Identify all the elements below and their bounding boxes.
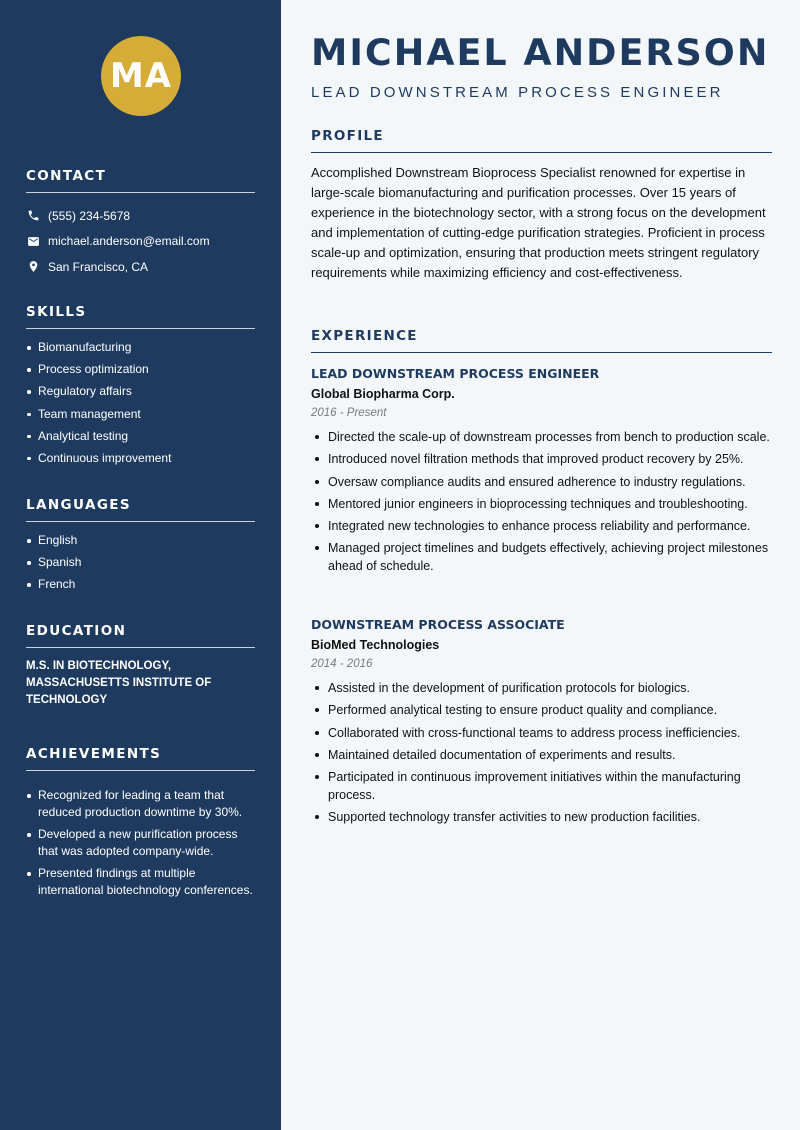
job-bullet: Introduced novel filtration methods that improved product recovery by 25%.	[311, 450, 772, 468]
main-content	[281, 0, 800, 1130]
achievement-item: Developed a new purification process that was adopted company-wide.	[26, 826, 255, 860]
achievements-heading: ACHIEVEMENTS	[26, 746, 255, 771]
achievements-section	[26, 746, 255, 905]
language-item: Spanish	[26, 554, 255, 571]
skill-item: Biomanufacturing	[26, 339, 255, 356]
skills-section	[26, 304, 255, 472]
job-bullet: Performed analytical testing to ensure product quality and compliance.	[311, 701, 772, 719]
job-bullets	[311, 428, 772, 575]
achievements-list	[26, 787, 255, 899]
skill-item: Process optimization	[26, 361, 255, 378]
job-dates: 2016 - Present	[311, 407, 387, 419]
job-bullet: Collaborated with cross-functional teams to address process inefficiencies.	[311, 724, 772, 742]
candidate-title: LEAD DOWNSTREAM PROCESS ENGINEER	[311, 84, 724, 101]
job-bullet: Participated in continuous improvement initiatives within the manufacturing process.	[311, 768, 772, 804]
contact-email-text: michael.anderson@email.com	[48, 234, 210, 249]
skill-item: Continuous improvement	[26, 450, 255, 467]
education-degree: M.S. IN BIOTECHNOLOGY, MASSACHUSETTS INSTITUTE OF TECHNOLOGY	[26, 660, 212, 706]
achievement-item: Recognized for leading a team that reduced production downtime by 30%.	[26, 787, 255, 821]
contact-heading: CONTACT	[26, 168, 255, 193]
avatar	[101, 36, 181, 116]
contact-location-text: San Francisco, CA	[48, 259, 149, 274]
contact-list	[26, 203, 255, 280]
contact-section	[26, 168, 255, 280]
languages-list	[26, 532, 255, 593]
profile-section	[311, 128, 772, 284]
sidebar	[0, 0, 281, 1130]
profile-text: Accomplished Downstream Bioprocess Specialist renowned for expertise in large-scale biomanufacturing and purification processes. Over 15 years of experience in the biotechnology sector, with a strong focus on the development and implementation of cutting-edge purification strategies. Proficient in process scale-up and optimization, ensuring that production meets stringent regulatory requirements while maximizing efficiency and cost-effectiveness.	[311, 165, 766, 281]
job-bullet: Assisted in the development of purification protocols for biologics.	[311, 679, 772, 697]
job-bullet: Oversaw compliance audits and ensured adherence to industry regulations.	[311, 473, 772, 491]
location-pin-icon	[26, 260, 40, 274]
job-bullet: Integrated new technologies to enhance process reliability and performance.	[311, 517, 772, 535]
contact-phone	[26, 203, 255, 229]
job-bullet: Mentored junior engineers in bioprocessing techniques and troubleshooting.	[311, 495, 772, 513]
language-item: English	[26, 532, 255, 549]
languages-section	[26, 497, 255, 599]
experience-heading: EXPERIENCE	[311, 328, 772, 353]
contact-location	[26, 254, 255, 280]
job-company: BioMed Technologies	[311, 638, 440, 652]
candidate-name: MICHAEL ANDERSON	[311, 31, 770, 74]
phone-icon	[26, 209, 40, 223]
job-bullet: Managed project timelines and budgets effectively, achieving project milestones ahead of schedule.	[311, 539, 772, 575]
skills-list	[26, 339, 255, 467]
experience-job	[311, 617, 772, 831]
job-role: DOWNSTREAM PROCESS ASSOCIATE	[311, 617, 565, 632]
achievement-item: Presented findings at multiple international biotechnology conferences.	[26, 865, 255, 899]
avatar-initials: MA	[109, 56, 173, 96]
languages-heading: LANGUAGES	[26, 497, 255, 522]
skill-item: Regulatory affairs	[26, 383, 255, 400]
experience-section	[311, 328, 772, 353]
job-role: LEAD DOWNSTREAM PROCESS ENGINEER	[311, 366, 600, 381]
email-icon	[26, 234, 40, 248]
contact-phone-text: (555) 234-5678	[48, 208, 131, 223]
education-heading: EDUCATION	[26, 623, 255, 648]
language-item: French	[26, 576, 255, 593]
job-dates: 2014 - 2016	[311, 658, 373, 670]
job-bullets	[311, 679, 772, 826]
job-bullet: Supported technology transfer activities to new production facilities.	[311, 808, 772, 826]
job-company: Global Biopharma Corp.	[311, 387, 455, 401]
job-bullet: Maintained detailed documentation of experiments and results.	[311, 746, 772, 764]
education-section	[26, 623, 255, 709]
skill-item: Team management	[26, 406, 255, 423]
skills-heading: SKILLS	[26, 304, 255, 329]
contact-email	[26, 229, 255, 255]
experience-job	[311, 366, 772, 580]
profile-heading: PROFILE	[311, 128, 772, 153]
job-bullet: Directed the scale-up of downstream processes from bench to production scale.	[311, 428, 772, 446]
skill-item: Analytical testing	[26, 428, 255, 445]
